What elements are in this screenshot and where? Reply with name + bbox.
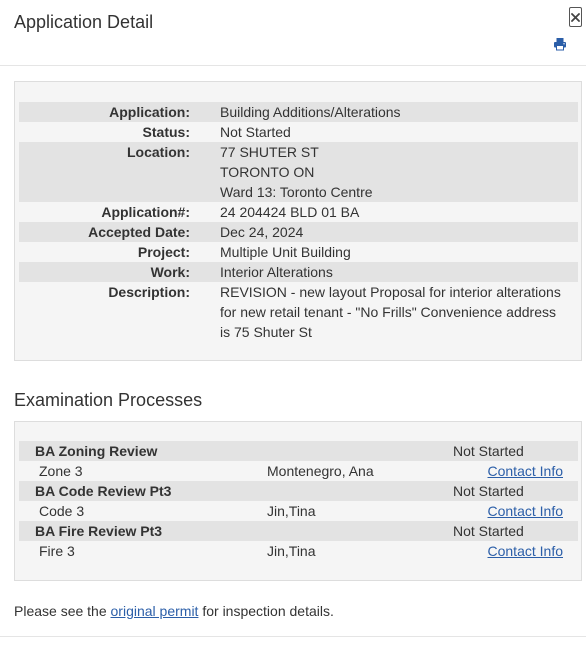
process-detail-row [19,501,578,521]
detail-value: Interior Alterations [220,264,333,280]
footer-divider [0,636,586,637]
examination-processes-panel [14,421,582,581]
original-permit-link[interactable]: original permit [110,603,199,619]
process-status: Not Started [453,523,524,539]
contact-info-link[interactable]: Contact Info [487,543,563,559]
note-suffix: for inspection details. [198,603,334,619]
process-sub-name: Zone 3 [39,463,83,479]
detail-value: 24 204424 BLD 01 BA [220,204,360,220]
process-sub-name: Fire 3 [39,543,75,559]
detail-value: is 75 Shuter St [220,324,312,340]
detail-row-work [19,262,578,282]
detail-value: 77 SHUTER ST [220,144,319,160]
process-header-row [19,441,578,461]
close-icon [571,13,580,22]
detail-label: Location: [127,144,190,160]
process-examiner: Montenegro, Ana [267,463,374,479]
process-detail-row [19,541,578,561]
detail-label: Application#: [101,204,190,220]
detail-row-status [19,122,578,142]
detail-row-location [19,142,578,202]
printer-icon [553,37,567,51]
detail-value: REVISION - new layout Proposal for interior alterations [220,284,561,300]
contact-info-link[interactable]: Contact Info [487,463,563,479]
process-sub-name: Code 3 [39,503,85,519]
contact-info-link[interactable]: Contact Info [487,503,563,519]
inspection-note [14,601,334,621]
detail-label: Accepted Date: [88,224,190,240]
detail-label: Application: [109,104,190,120]
detail-row-project [19,242,578,262]
process-examiner: Jin,Tina [267,543,316,559]
detail-label: Status: [142,124,190,140]
process-status: Not Started [453,443,524,459]
process-name: BA Zoning Review [35,443,158,459]
application-details-panel [14,81,582,361]
process-status: Not Started [453,483,524,499]
section-title-examination: Examination Processes [14,390,203,410]
process-detail-row [19,461,578,481]
detail-label: Description: [108,284,190,300]
process-name: BA Code Review Pt3 [35,483,172,499]
detail-value: Not Started [220,124,291,140]
detail-row-application-number [19,202,578,222]
page-title: Application Detail [14,12,154,32]
detail-label: Work: [150,264,190,280]
modal-header [0,0,586,66]
detail-value: Building Additions/Alterations [220,104,401,120]
detail-value: for new retail tenant - "No Frills" Convenience address [220,304,556,320]
detail-value: Dec 24, 2024 [220,224,304,240]
detail-row-application [19,102,578,122]
detail-row-accepted-date [19,222,578,242]
detail-value: Multiple Unit Building [220,244,351,260]
close-button[interactable] [569,7,582,27]
detail-label: Project: [137,244,190,260]
print-button[interactable] [553,37,567,51]
process-header-row [19,521,578,541]
detail-row-description [19,282,578,342]
note-prefix: Please see the [14,603,111,619]
detail-value: TORONTO ON [220,164,315,180]
process-examiner: Jin,Tina [267,503,316,519]
detail-value: Ward 13: Toronto Centre [220,184,373,200]
process-header-row [19,481,578,501]
process-name: BA Fire Review Pt3 [35,523,163,539]
